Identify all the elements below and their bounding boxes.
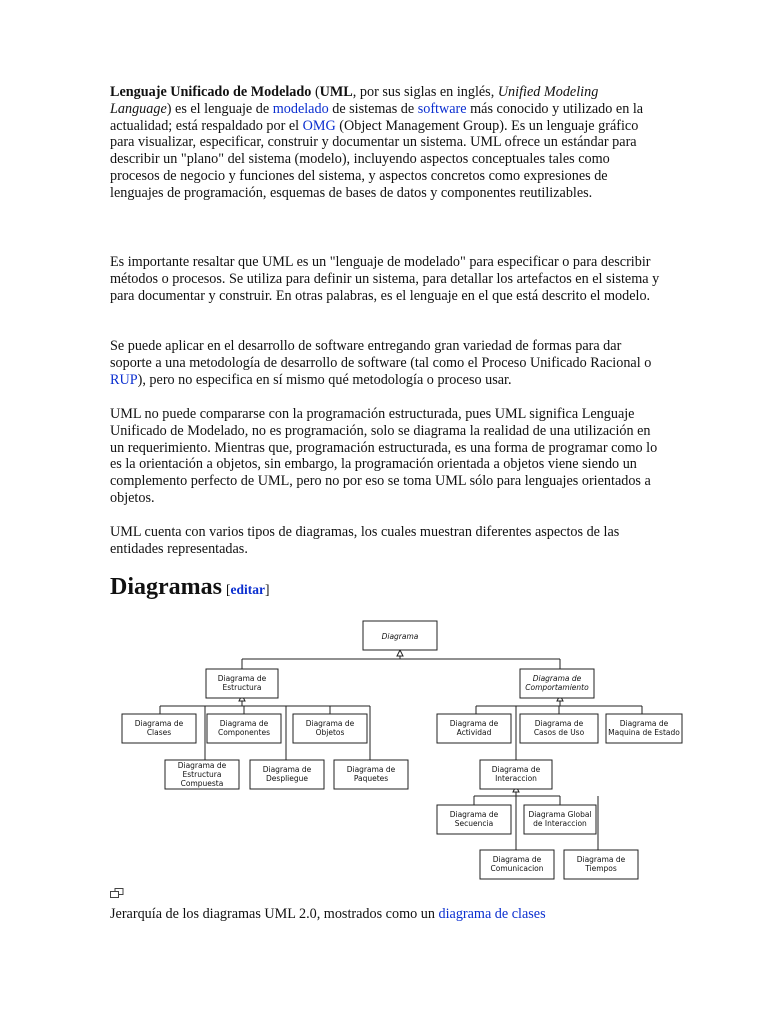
svg-text:Compuesta: Compuesta xyxy=(180,779,224,788)
diagram-node-tiempos xyxy=(564,850,638,879)
bold-term: Lenguaje Unificado de Modelado xyxy=(110,84,312,100)
svg-text:Diagrama de: Diagrama de xyxy=(491,765,541,774)
svg-text:Componentes: Componentes xyxy=(217,728,271,737)
link-modelado[interactable]: modelado xyxy=(272,100,329,117)
svg-text:Diagrama de: Diagrama de xyxy=(449,719,499,728)
link-diagrama-clases[interactable]: diagrama de clases xyxy=(438,906,546,922)
svg-text:Diagrama Global: Diagrama Global xyxy=(528,810,592,819)
svg-text:Estructura: Estructura xyxy=(182,770,222,779)
paragraph-5: UML cuenta con varios tipos de diagramas, los cuales muestran diferentes aspectos de las entidades representadas. xyxy=(110,524,620,557)
svg-text:Actividad: Actividad xyxy=(456,728,492,737)
paragraph-4: UML no puede compararse con la programación estructurada, pues UML significa Lenguaje Unificado de Modelado, no es programación, solo se diagrama la realidad de una utilización en un requerimiento. Mientras que, programación estructurada, es una forma de programar como lo es la orientación a objetos, sin embargo, la programación orientada a objetos viene siendo un complemento perfecto de UML, pero no por eso se toma UML sólo para lenguajes orientados a objetos. xyxy=(110,406,658,506)
section-heading xyxy=(110,574,269,601)
svg-text:Diagrama de: Diagrama de xyxy=(534,719,584,728)
diagram-node-despliegue xyxy=(250,760,324,789)
diagram-node-casos-uso xyxy=(520,714,598,743)
svg-text:Estructura: Estructura xyxy=(222,683,262,692)
svg-text:Comunicacion: Comunicacion xyxy=(490,864,544,873)
edit-section: [editar] xyxy=(225,582,270,597)
svg-text:Diagrama de: Diagrama de xyxy=(177,761,227,770)
svg-text:Diagrama de: Diagrama de xyxy=(619,719,669,728)
diagram-node-paquetes xyxy=(334,760,408,789)
diagram-node-comportamiento xyxy=(520,669,594,698)
english-name: Unified Modeling Language xyxy=(110,84,599,117)
svg-text:Diagrama de: Diagrama de xyxy=(492,855,542,864)
diagram-node-clases xyxy=(122,714,196,743)
uml-hierarchy-diagram xyxy=(110,612,710,882)
svg-text:Tiempos: Tiempos xyxy=(585,864,617,873)
svg-text:Secuencia: Secuencia xyxy=(454,819,494,828)
diagram-node-estructura xyxy=(206,669,278,698)
diagram-node-root xyxy=(363,621,437,650)
svg-text:Diagrama de: Diagrama de xyxy=(262,765,312,774)
svg-text:Diagrama de: Diagrama de xyxy=(346,765,396,774)
svg-text:Diagrama de: Diagrama de xyxy=(449,810,499,819)
svg-text:Casos de Uso: Casos de Uso xyxy=(533,728,585,737)
diagram-node-interaccion-global xyxy=(524,805,596,834)
link-software[interactable]: software xyxy=(417,100,467,117)
image-caption: Jerarquía de los diagramas UML 2.0, mostrados como un diagrama de clases xyxy=(110,906,546,922)
paragraph-3: Se puede aplicar en el desarrollo de software entregando gran variedad de formas para dar soporte a una metodología de desarrollo de software (tal como el Proceso Unificado Racional o RUP), pero no especifica en sí mismo qué metodología o proceso usar. xyxy=(110,338,652,388)
link-omg[interactable]: OMG xyxy=(302,117,336,134)
section-title: Diagramas xyxy=(110,574,222,600)
diagram-node-comunicacion xyxy=(480,850,554,879)
svg-text:Despliegue: Despliegue xyxy=(266,774,308,783)
svg-text:de Interaccion: de Interaccion xyxy=(533,819,587,828)
diagram-node-actividad xyxy=(437,714,511,743)
diagram-node-objetos xyxy=(293,714,367,743)
acronym: UML xyxy=(319,84,353,100)
diagram-node-secuencia xyxy=(437,805,511,834)
svg-text:Diagrama: Diagrama xyxy=(381,632,419,641)
svg-text:Comportamiento: Comportamiento xyxy=(525,683,589,692)
svg-text:Diagrama de: Diagrama de xyxy=(134,719,184,728)
diagram-node-estructura-compuesta xyxy=(165,760,239,789)
svg-text:Clases: Clases xyxy=(146,728,172,737)
svg-text:Objetos: Objetos xyxy=(315,728,345,737)
intro-paragraph: Lenguaje Unificado de Modelado (UML, por sus siglas en inglés, Unified Modeling Language) es el lenguaje de modelado de sistemas de software más conocido y utilizado en la actualidad; está respaldado por el OMG (Object Management Group). Es un lenguaje gráfico para visualizar, especificar, construir y documentar un sistema. UML ofrece un estándar para describir un "plano" del sistema (modelo), incluyendo aspectos conceptuales tales como procesos de negocio y funciones del sistema, y aspectos concretos como expresiones de lenguajes de programación, esquemas de bases de datos y componentes reutilizables. xyxy=(110,84,644,201)
diagram-node-maquina-estado xyxy=(606,714,682,743)
diagram-node-componentes xyxy=(207,714,281,743)
svg-text:Paquetes: Paquetes xyxy=(353,774,389,783)
link-rup[interactable]: RUP xyxy=(110,371,138,388)
svg-text:Diagrama de: Diagrama de xyxy=(219,719,269,728)
paragraph-2: Es importante resaltar que UML es un "lenguaje de modelado" para especificar o para describir métodos o procesos. Se utiliza para definir un sistema, para detallar los artefactos en el sistema y para documentar y construir. En otras palabras, es el lenguaje en el que está descrito el modelo. xyxy=(110,254,660,304)
diagram-node-interaccion xyxy=(480,760,552,789)
edit-link[interactable]: editar xyxy=(230,582,265,597)
svg-text:Maquina de Estado: Maquina de Estado xyxy=(608,728,680,737)
svg-text:Interaccion: Interaccion xyxy=(495,774,537,783)
svg-text:Diagrama de: Diagrama de xyxy=(532,674,582,683)
svg-text:Diagrama de: Diagrama de xyxy=(217,674,267,683)
svg-text:Diagrama de: Diagrama de xyxy=(305,719,355,728)
enlarge-icon[interactable] xyxy=(110,888,124,898)
svg-text:Diagrama de: Diagrama de xyxy=(576,855,626,864)
